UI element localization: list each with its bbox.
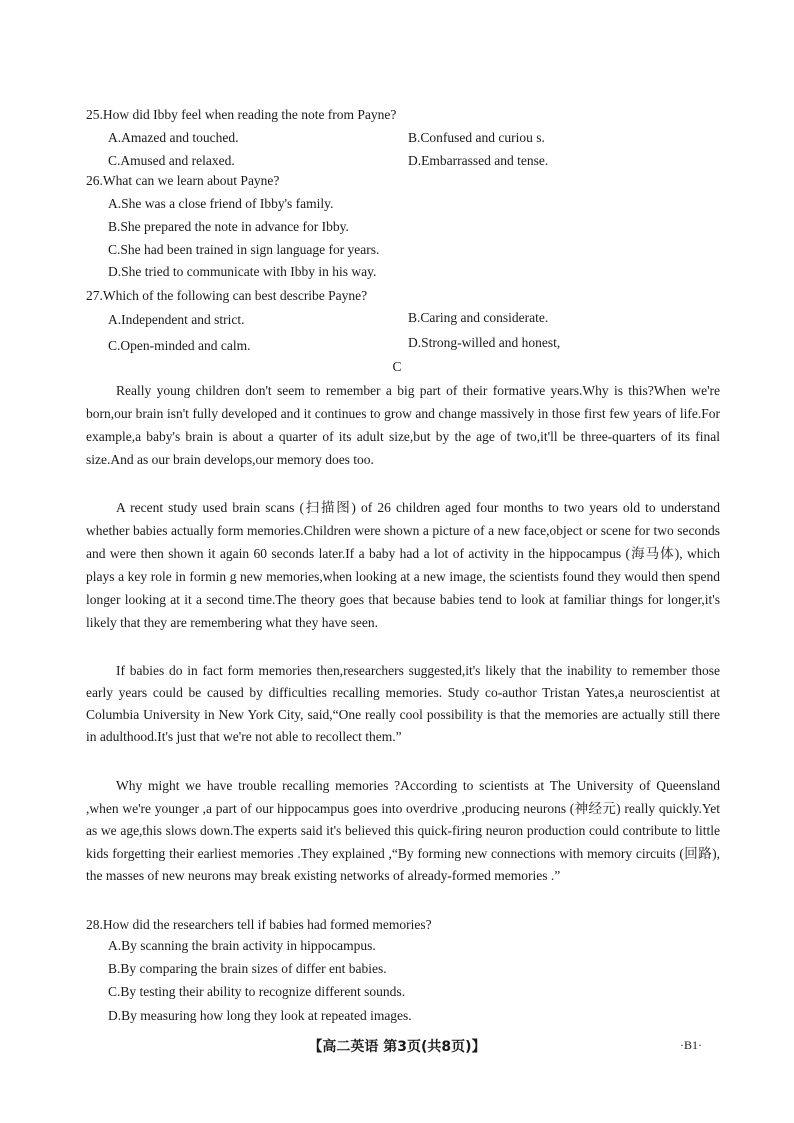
question-25-option-b: B.Confused and curiou s. — [408, 130, 545, 145]
question-25-option-c: C.Amused and relaxed. — [108, 153, 235, 168]
question-28-stem: 28.How did the researchers tell if babies had formed memories? — [86, 917, 432, 932]
passage-paragraph-4: Why might we have trouble recalling memories ?According to scientists at The University of Queensland ,when we're younger ,a part of our hippocampus goes into overdrive ,producing neurons (神经元) really quickly.Yet as we age,this slows down.The experts said it's believed this quick-firing neuron production could contribute to little kids forgetting their earliest memories .They explained ,“By forming new connections with memory circuits (回路), the masses of new neurons may break existing networks of already-formed memories .” — [86, 778, 720, 883]
question-27-option-b: B.Caring and considerate. — [408, 310, 549, 325]
question-26-option-a: A.She was a close friend of Ibby's family. — [108, 196, 334, 211]
question-25-option-d: D.Embarrassed and tense. — [408, 153, 549, 168]
question-28-option-d: D.By measuring how long they look at repeated images. — [108, 1008, 412, 1023]
question-28-option-c: C.By testing their ability to recognize different sounds. — [108, 984, 406, 999]
passage-paragraph-1: Really young children don't seem to remember a big part of their formative years.Why is this?When we're born,our brain isn't fully developed and it continues to grow and change massively in those first few years of life.For example,a baby's brain is about a quarter of its adult size,but by the age of two,it'll be three-quarters of its final size.And as our brain develops,our memory does too. — [86, 383, 720, 467]
question-25-option-a: A.Amazed and touched. — [108, 130, 239, 145]
question-26-stem: 26.What can we learn about Payne? — [86, 173, 280, 188]
question-25-stem: 25.How did Ibby feel when reading the note from Payne? — [86, 107, 397, 122]
section-label: C — [392, 359, 402, 374]
question-28-option-a: A.By scanning the brain activity in hippocampus. — [108, 938, 376, 953]
question-26-option-c: C.She had been trained in sign language for years. — [108, 242, 380, 257]
passage-paragraph-3: If babies do in fact form memories then,researchers suggested,it's likely that the inability to remember those early years could be caused by difficulties recalling memories. Study co-author Tristan Yates,a neuroscientist at Columbia University in New York City, said,“One really cool possibility is that the memories are actually still there in adulthood.It's just that we're not able to recollect them.” — [86, 663, 720, 744]
question-27-option-c: C.Open-minded and calm. — [108, 338, 251, 353]
question-26-option-b: B.She prepared the note in advance for Ibby. — [108, 219, 349, 234]
page-code: ·B1· — [680, 1038, 702, 1052]
question-27-option-d: D.Strong-willed and honest, — [408, 335, 561, 350]
page-footer: 【高二英语 第3页(共8页)】 — [308, 1039, 486, 1055]
passage-paragraph-2: A recent study used brain scans (扫描图) of 26 children aged four months to two years old to understand whether babies actually form memories.Children were shown a picture of a new face,object or scene for two seconds and were then shown it again 60 seconds later.If a baby had a lot of activity in the hippocampus (海马体), which plays a key role in formin g new memories,when looking at a new image, the scientists found they would then spend longer looking at it a second time.The theory goes that because babies tend to look at familiar things for longer,it's likely that they are remembering what they have seen. — [86, 500, 720, 630]
question-27-stem: 27.Which of the following can best describe Payne? — [86, 288, 368, 303]
question-26-option-d: D.She tried to communicate with Ibby in his way. — [108, 264, 377, 279]
question-28-option-b: B.By comparing the brain sizes of differ ent babies. — [108, 961, 387, 976]
question-27-option-a: A.Independent and strict. — [108, 312, 245, 327]
